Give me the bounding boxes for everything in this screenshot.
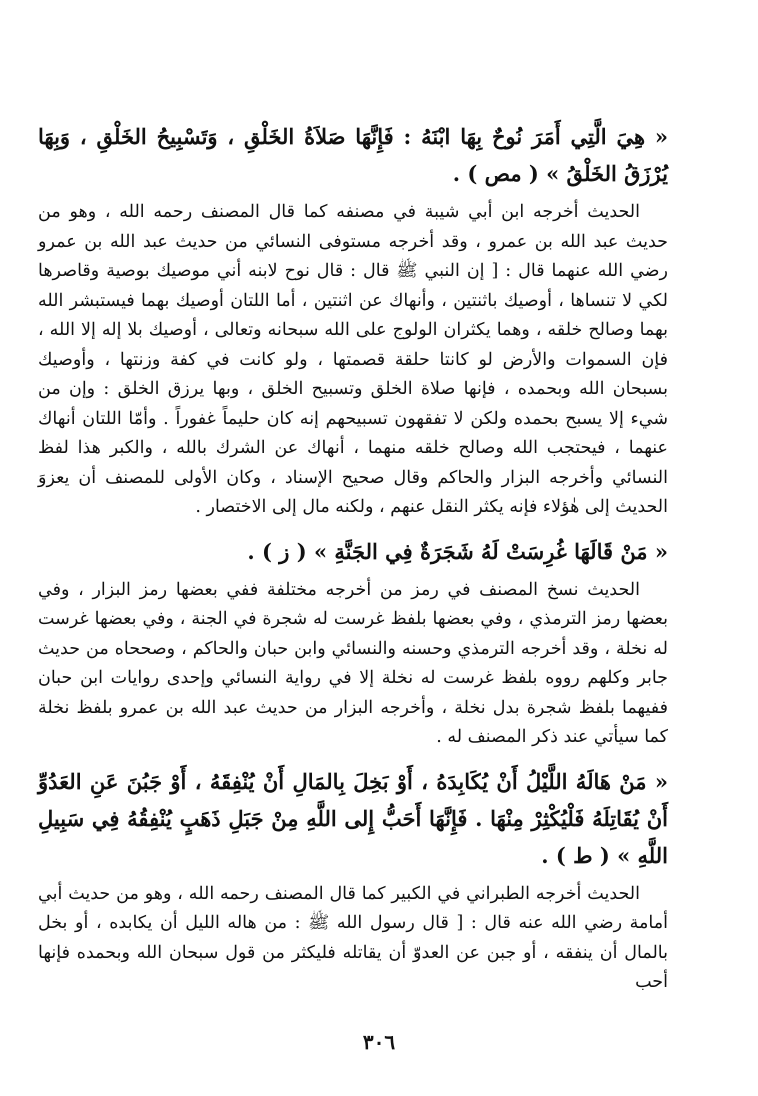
- commentary-paragraph-3: الحديث أخرجه الطبراني في الكبير كما قال المصنف رحمه الله ، وهو من حديث أبي أمامة رضي الله عنه قال : [ قال رسول الله ﷺ : من هاله الليل أن يكابده ، أو بخل بالمال أن ينفقه ، أو جبن عن العدوّ أن يقاتله فليكثر من قول سبحان الله وبحمده فإنها أحب: [38, 883, 668, 992]
- page-number: ٣٠٦: [362, 1030, 396, 1054]
- commentary-paragraph-1: الحديث أخرجه ابن أبي شيبة في مصنفه كما قال المصنف رحمه الله ، وهو من حديث عبد الله بن عمرو ، وقد أخرجه مستوفى النسائي من حديث عبد الله بن عمرو رضي الله عنهما قال : [ إن النبي ﷺ قال : قال نوح لابنه أني موصيك بوصية وقاصرها لكي لا تنساها ، أوصيك باثنتين ، وأنهاك عن اثنتين ، أما اللتان أوصيك بهما فيستبشر الله بهما وصالح خلقه ، وهما يكثران الولوج على الله سبحانه وتعالى ، أوصيك بلا إله إلا الله ، فإن السموات والأرض لو كانتا حلقة قصمتها ، ولو كانت في كفة وزنتها ، وأوصيك بسبحان الله وبحمده ، فإنها صلاة الخلق وتسبيح الخلق ، وبها يرزق الخلق : وإن من شيء إلا يسبح بحمده ولكن لا تفقهون تسبيحهم إنه كان حليماً غفوراً . وأمّا اللتان أنهاك عنهما ، فيحتجب الله وصالح خلقه منهما ، أنهاك عن الشرك بالله ، والكبر هذا لفظ النسائي وأخرجه البزار والحاكم وقال صحيح الإسناد ، وكان الأولى للمصنف أن يعزوَ الحديث إلى هٰؤلاء فإنه يكثر النقل عنهم ، ولكنه مال إلى الاختصار .: [38, 202, 668, 517]
- commentary-paragraph-2: الحديث نسخ المصنف في رمز من أخرجه مختلفة ففي بعضها رمز البزار ، وفي بعضها رمز الترمذي ، وفي بعضها بلفظ غرست له شجرة في الجنة ، وفي بعضها غرست له نخلة ، وقد أخرجه الترمذي وحسنه والنسائي وابن حبان والحاكم ، وصححاه من حديث جابر وكلهم رووه بلفظ غرست له نخلة إلا في رواية النسائي وإحدى روايات ابن حبان ففيهما بلفظ شجرة بدل نخلة ، وأخرجه البزار من حديث عبد الله بن عمرو بلفظ نخلة كما سيأتي عند ذكر المصنف له .: [38, 579, 668, 747]
- hadith-text-3: « مَنْ هَالَهُ اللَّيْلُ أَنْ يُكَابِدَهُ ، أَوْ بَخِلَ بِالمَالِ أَنْ يُنْفِقَهُ ، أَوْ جَبُنَ عَنِ العَدُوِّ أَنْ يُقَاتِلَهُ فَلْيُكْثِرْ مِنْهَا . فَإِنَّهَا أَحَبُّ إِلى اللَّهِ مِنْ جَبَلِ ذَهَبٍ يُنْفِقُهُ فِي سَبِيلِ اللَّهِ » ( ط ) .: [38, 768, 668, 868]
- hadith-text-1: « هِيَ الَّتِي أَمَرَ نُوحٌ بِهَا ابْنَهُ : فَإِنَّهَا صَلاَةُ الخَلْقِ ، وَتَسْبِيحُ الخَلْقِ ، وَبِهَا يُرْزَقُ الخَلْقُ » ( مص ) .: [38, 124, 668, 186]
- hadith-text-2: « مَنْ قَالَهَا غُرِسَتْ لَهُ شَجَرَةٌ فِي الجَنَّةِ » ( ز ) .: [247, 538, 668, 564]
- page-body: [38, 118, 668, 1004]
